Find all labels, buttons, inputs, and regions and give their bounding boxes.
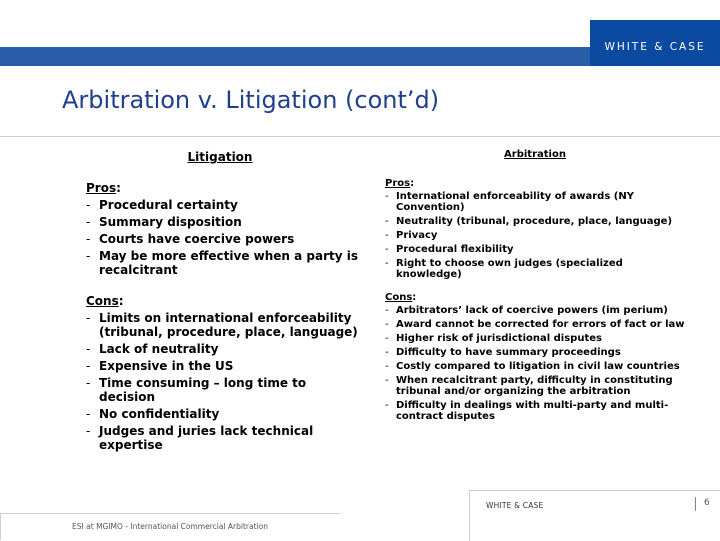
list-item: - Procedural flexibility [385, 244, 514, 255]
arbitration-cons-list [385, 305, 685, 422]
list-item: - No confidentiality [86, 407, 220, 421]
list-item: - International enforceability of awards (NY Convention) [385, 191, 634, 213]
title-divider [0, 136, 720, 137]
list-item: - May be more effective when a party is recalcitrant [86, 249, 359, 277]
list-item: - Right to choose own judges (specialized knowledge) [385, 258, 623, 280]
litigation-pros-list [86, 198, 366, 277]
arbitration-cons-label: Cons: [385, 292, 417, 303]
list-item: - Lack of neutrality [86, 342, 219, 356]
footer-right-frame [469, 490, 720, 541]
list-item: - Neutrality (tribunal, procedure, place, language) [385, 216, 673, 227]
brand-logo [590, 20, 720, 66]
list-item: - Courts have coercive powers [86, 232, 295, 246]
arbitration-pros-list [385, 191, 685, 280]
list-item: - Arbitrators’ lack of coercive powers (im perium) [385, 305, 668, 316]
page-number-separator [695, 497, 696, 511]
list-item: - Higher risk of jurisdictional disputes [385, 333, 602, 344]
list-item: - Time consuming – long time to decision [86, 376, 307, 404]
list-item: - Difficulty in dealings with multi-party and multi-contract disputes [385, 400, 669, 422]
footer-brand: WHITE & CASE [486, 501, 544, 510]
footer-caption: ESI at MGIMO - International Commercial Arbitration [72, 522, 268, 531]
list-item: - Difficulty to have summary proceedings [385, 347, 621, 358]
list-item: - Expensive in the US [86, 359, 234, 373]
list-item: - Limits on international enforceability (tribunal, procedure, place, language) [86, 311, 358, 339]
arbitration-pros-label: Pros: [385, 178, 415, 189]
list-item: - Privacy [385, 230, 438, 241]
list-item: - Costly compared to litigation in civil law countries [385, 361, 680, 372]
list-item: - Award cannot be corrected for errors of fact or law [385, 319, 685, 330]
litigation-cons-list [86, 311, 366, 452]
arbitration-column [385, 149, 685, 425]
list-item: - When recalcitrant party, difficulty in constituting tribunal and/or organizing the arbitration [385, 375, 673, 397]
litigation-heading: Litigation [187, 150, 253, 164]
arbitration-heading: Arbitration [504, 149, 566, 160]
list-item: - Summary disposition [86, 215, 242, 229]
list-item: - Judges and juries lack technical expertise [86, 424, 314, 452]
list-item: - Procedural certainty [86, 198, 238, 212]
page-number: 6 [704, 498, 710, 508]
litigation-cons-label: Cons: [86, 294, 124, 308]
brand-logo-text: WHITE & CASE [604, 41, 706, 53]
litigation-column [86, 150, 366, 455]
slide-title: Arbitration v. Litigation (cont’d) [62, 86, 440, 114]
litigation-pros-label: Pros: [86, 181, 121, 195]
